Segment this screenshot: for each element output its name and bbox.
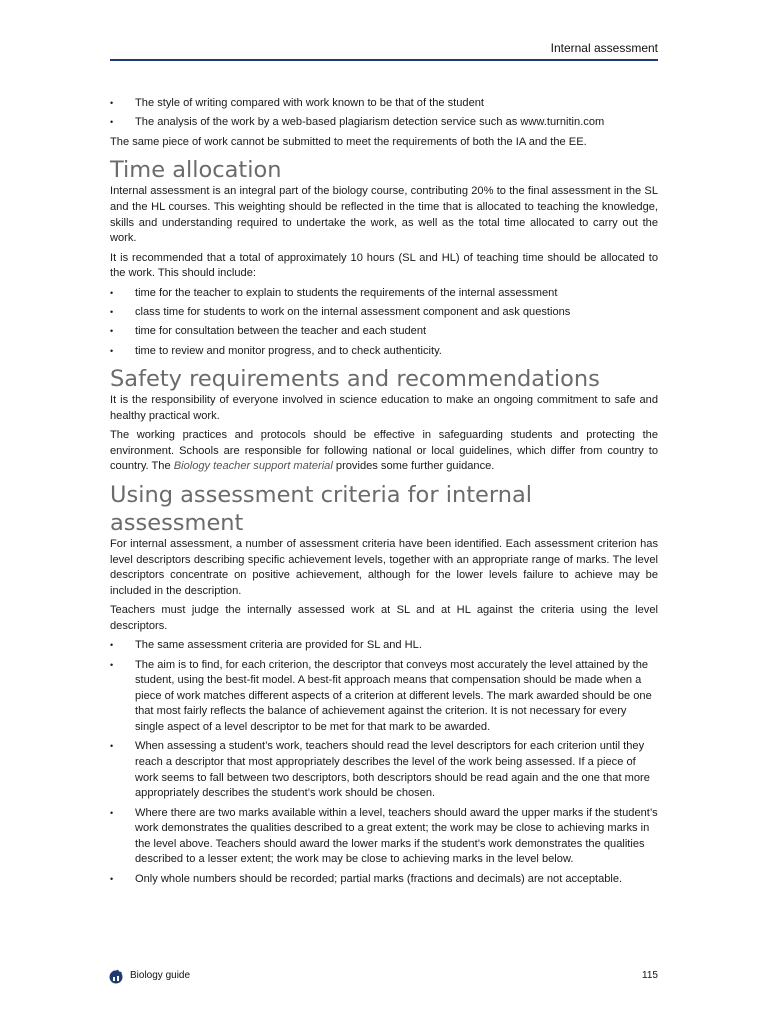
list-item: • The aim is to find, for each criterion, the descriptor that conveys most accurately the level attained by the student, using the best-fit model. A best-fit approach means that compensation should be made when a piece of work matches different aspects of a criterion at different levels. The mark awarded should be one that most fairly reflects the balance of achievement against the criterion. It is not necessary for every single aspect of a level descriptor to be met for that mark to be awarded. — [110, 658, 658, 736]
paragraph: It is recommended that a total of approximately 10 hours (SL and HL) of teaching time should be allocated to the work. This should include: — [110, 251, 658, 280]
ib-logo-icon — [108, 968, 124, 984]
list-item: • The analysis of the work by a web-based plagiarism detection service such as www.turnitin.com — [110, 115, 658, 131]
list-item: • class time for students to work on the internal assessment component and ask questions — [110, 305, 658, 321]
list-item: • The style of writing compared with work known to be that of the student — [110, 96, 658, 112]
section-heading-time-allocation: Time allocation — [110, 157, 282, 184]
list-item: • The same assessment criteria are provided for SL and HL. — [110, 638, 658, 654]
section-heading-safety: Safety requirements and recommendations — [110, 366, 600, 393]
page-number: 115 — [642, 970, 658, 981]
intro-paragraph: The same piece of work cannot be submitted to meet the requirements of both the IA and the EE. — [110, 135, 587, 148]
intro-bullet-list — [110, 96, 658, 131]
document-reference: Biology teacher support material — [173, 460, 333, 473]
paragraph: Teachers must judge the internally assessed work at SL and at HL against the criteria using the level descriptors. — [110, 604, 658, 632]
paragraph — [110, 428, 658, 475]
paragraph-text: The working practices and protocols should be effective in safeguarding students and protecting the environment. Schools are responsible for following national or local guidelines, which differ from country to country. The — [110, 429, 658, 473]
header-rule — [110, 59, 658, 61]
paragraph: It is the responsibility of everyone involved in science education to make an ongoing commitment to safe and healthy practical work. — [110, 394, 658, 422]
list-item: • time to review and monitor progress, and to check authenticity. — [110, 344, 658, 360]
list-item: • time for the teacher to explain to students the requirements of the internal assessment — [110, 286, 658, 302]
paragraph: For internal assessment, a number of assessment criteria have been identified. Each assessment criterion has level descriptors describing specific achievement levels, together with an appropriate range of marks. The level descriptors concentrate on positive achievement, although for the lower levels failure to achieve may be included in the description. — [110, 538, 658, 597]
criteria-bullet-list — [110, 638, 658, 887]
time-bullet-list — [110, 286, 658, 360]
section-heading-assessment-criteria: Using assessment criteria for internal assessment — [110, 482, 533, 537]
list-item: • Only whole numbers should be recorded; partial marks (fractions and decimals) are not acceptable. — [110, 872, 658, 888]
running-header: Internal assessment — [550, 41, 658, 55]
list-item: • Where there are two marks available within a level, teachers should award the upper marks if the student’s work demonstrates the qualities described to a great extent; the work may be close to achieving marks in the level above. Teachers should award the lower marks if the student’s work demonstrates the qualities described to a lesser extent; the work may be close to achieving marks in the level below. — [110, 806, 658, 868]
paragraph-text: provides some further guidance. — [332, 460, 495, 473]
list-item: • time for consultation between the teacher and each student — [110, 324, 658, 340]
list-item: • When assessing a student’s work, teachers should read the level descriptors for each criterion until they reach a descriptor that most appropriately describes the level of the work being assessed. If a piece of work seems to fall between two descriptors, both descriptors should be read again and the one that more appropriately describes the student’s work should be chosen. — [110, 739, 658, 801]
page-content — [110, 96, 658, 891]
footer-title: Biology guide — [130, 970, 191, 981]
paragraph: Internal assessment is an integral part of the biology course, contributing 20% to the final assessment in the SL and the HL courses. This weighting should be reflected in the time that is allocated to teaching the knowledge, skills and understanding required to undertake the work, as well as the total time allocated to carry out the work. — [110, 185, 658, 245]
